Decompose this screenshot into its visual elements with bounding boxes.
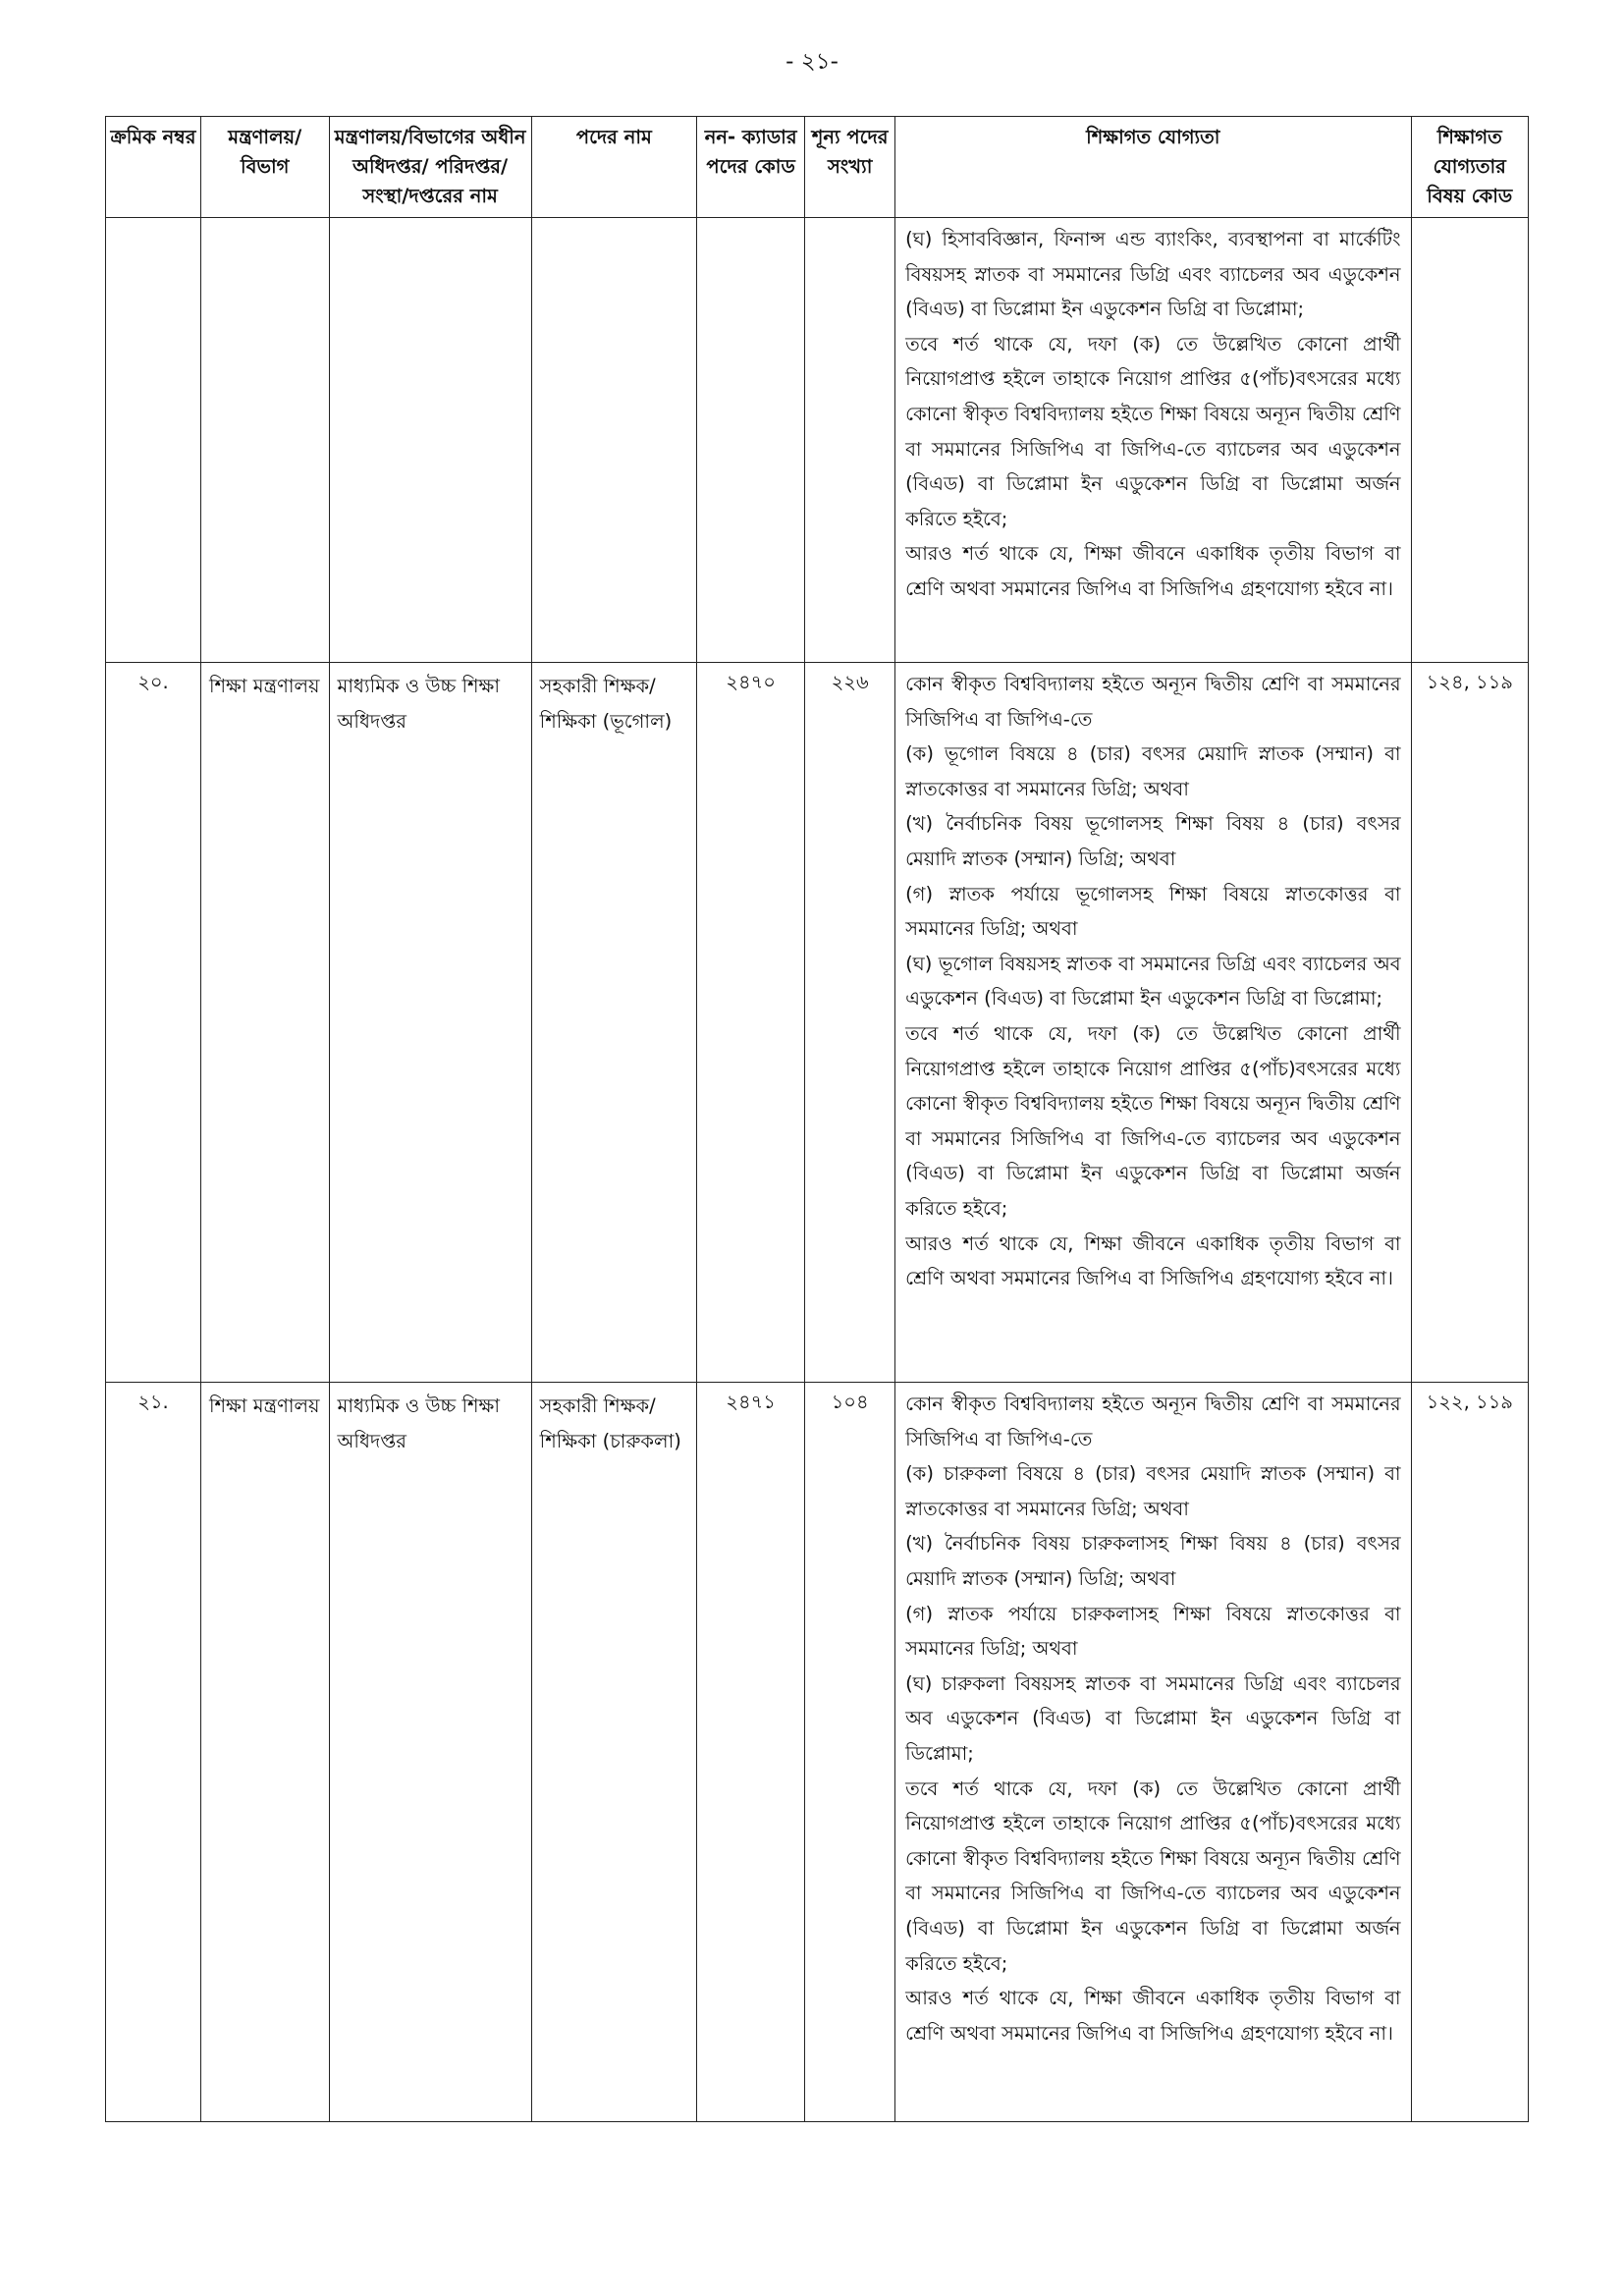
header-subject-code: শিক্ষাগত যোগ্যতার বিষয় কোড bbox=[1411, 117, 1528, 218]
header-row bbox=[106, 117, 1529, 218]
qualification-cell bbox=[895, 1383, 1412, 2122]
department-cell: মাধ্যমিক ও উচ্চ শিক্ষা অধিদপ্তর bbox=[329, 1383, 531, 2122]
header-qualification: শিক্ষাগত যোগ্যতা bbox=[895, 117, 1412, 218]
qualification-line: (ক) চারুকলা বিষয়ে ৪ (চার) বৎসর মেয়াদি স্নাতক (সম্মান) বা স্নাতকোত্তর বা সমমানের ডিগ্রি; অথবা bbox=[905, 1462, 1401, 1520]
post-cell: সহকারী শিক্ষক/ শিক্ষিকা (চারুকলা) bbox=[531, 1383, 696, 2122]
qualification-line: তবে শর্ত থাকে যে, দফা (ক) তে উল্লেখিত কোনো প্রার্থী নিয়োগপ্রাপ্ত হইলে তাহাকে নিয়োগ প্রাপ্তির ৫(পাঁচ)বৎসরের মধ্যে কোনো স্বীকৃত বিশ্ববিদ্যালয় হইতে শিক্ষা বিষয়ে অন্যূন দ্বিতীয় শ্রেণি বা সমমানের সিজিপিএ বা জিপিএ-তে ব্যাচেলর অব এডুকেশন (বিএড) বা ডিপ্লোমা ইন এডুকেশন ডিগ্রি বা ডিপ্লোমা অর্জন করিতে হইবে; bbox=[905, 1777, 1401, 1975]
qualification-line: (খ) নৈর্বাচনিক বিষয় ভূগোলসহ শিক্ষা বিষয় ৪ (চার) বৎসর মেয়াদি স্নাতক (সম্মান) ডিগ্রি; অথবা bbox=[905, 812, 1401, 870]
qualification-line: (ক) ভূগোল বিষয়ে ৪ (চার) বৎসর মেয়াদি স্নাতক (সম্মান) বা স্নাতকোত্তর বা সমমানের ডিগ্রি; অথবা bbox=[905, 742, 1401, 800]
qualification-line: (ঘ) হিসাববিজ্ঞান, ফিনান্স এন্ড ব্যাংকিং, ব্যবস্থাপনা বা মার্কেটিং বিষয়সহ স্নাতক বা সমমানের ডিগ্রি এবং ব্যাচেলর অব এডুকেশন (বিএড) বা ডিপ্লোমা ইন এডুকেশন ডিগ্রি বা ডিপ্লোমা; bbox=[905, 228, 1401, 321]
qualification-line: (গ) স্নাতক পর্যায়ে চারুকলাসহ শিক্ষা বিষয়ে স্নাতকোত্তর বা সমমানের ডিগ্রি; অথবা bbox=[905, 1602, 1401, 1661]
qualification-line: (ঘ) চারুকলা বিষয়সহ স্নাতক বা সমমানের ডিগ্রি এবং ব্যাচেলর অব এডুকেশন (বিএড) বা ডিপ্লোমা ইন এডুকেশন ডিগ্রি বা ডিপ্লোমা; bbox=[905, 1671, 1401, 1765]
qualification-line: আরও শর্ত থাকে যে, শিক্ষা জীবনে একাধিক তৃতীয় বিভাগ বা শ্রেণি অথবা সমমানের জিপিএ বা সিজিপিএ গ্রহণযোগ্য হইবে না। bbox=[905, 1987, 1401, 2045]
header-serial: ক্রমিক নম্বর bbox=[106, 117, 201, 218]
ministry-cell: শিক্ষা মন্ত্রণালয় bbox=[200, 1383, 329, 2122]
qualification-cell bbox=[895, 218, 1412, 663]
qualification-line: কোন স্বীকৃত বিশ্ববিদ্যালয় হইতে অন্যূন দ্বিতীয় শ্রেণি বা সমমানের সিজিপিএ বা জিপিএ-তে bbox=[905, 673, 1401, 731]
qualification-line: (গ) স্নাতক পর্যায়ে ভূগোলসহ শিক্ষা বিষয়ে স্নাতকোত্তর বা সমমানের ডিগ্রি; অথবা bbox=[905, 882, 1401, 941]
subject-code-cell: ১২২, ১১৯ bbox=[1411, 1383, 1528, 2122]
table-row-continuation bbox=[106, 218, 1529, 663]
header-post-name: পদের নাম bbox=[531, 117, 696, 218]
qualification-line: আরও শর্ত থাকে যে, শিক্ষা জীবনে একাধিক তৃতীয় বিভাগ বা শ্রেণি অথবা সমমানের জিপিএ বা সিজিপিএ গ্রহণযোগ্য হইবে না। bbox=[905, 542, 1401, 600]
vacancies-cell: ২২৬ bbox=[805, 663, 895, 1383]
qualification-cell bbox=[895, 663, 1412, 1383]
vacancies-cell: ১০৪ bbox=[805, 1383, 895, 2122]
post-code-cell: ২৪৭১ bbox=[697, 1383, 805, 2122]
header-vacancies: শূন্য পদের সংখ্যা bbox=[805, 117, 895, 218]
serial-cell: ২১. bbox=[106, 1383, 201, 2122]
qualification-line: (ঘ) ভূগোল বিষয়সহ স্নাতক বা সমমানের ডিগ্রি এবং ব্যাচেলর অব এডুকেশন (বিএড) বা ডিপ্লোমা ইন এডুকেশন ডিগ্রি বা ডিপ্লোমা; bbox=[905, 952, 1401, 1011]
vacancy-table bbox=[105, 116, 1529, 2122]
header-department: মন্ত্রণালয়/বিভাগের অধীন অধিদপ্তর/ পরিদপ্তর/ সংস্থা/দপ্তরের নাম bbox=[329, 117, 531, 218]
qualification-line: তবে শর্ত থাকে যে, দফা (ক) তে উল্লেখিত কোনো প্রার্থী নিয়োগপ্রাপ্ত হইলে তাহাকে নিয়োগ প্রাপ্তির ৫(পাঁচ)বৎসরের মধ্যে কোনো স্বীকৃত বিশ্ববিদ্যালয় হইতে শিক্ষা বিষয়ে অন্যূন দ্বিতীয় শ্রেণি বা সমমানের সিজিপিএ বা জিপিএ-তে ব্যাচেলর অব এডুকেশন (বিএড) বা ডিপ্লোমা ইন এডুকেশন ডিগ্রি বা ডিপ্লোমা অর্জন করিতে হইবে; bbox=[905, 332, 1401, 530]
ministry-cell: শিক্ষা মন্ত্রণালয় bbox=[200, 663, 329, 1383]
post-code-cell: ২৪৭০ bbox=[697, 663, 805, 1383]
qualification-line: তবে শর্ত থাকে যে, দফা (ক) তে উল্লেখিত কোনো প্রার্থী নিয়োগপ্রাপ্ত হইলে তাহাকে নিয়োগ প্রাপ্তির ৫(পাঁচ)বৎসরের মধ্যে কোনো স্বীকৃত বিশ্ববিদ্যালয় হইতে শিক্ষা বিষয়ে অন্যূন দ্বিতীয় শ্রেণি বা সমমানের সিজিপিএ বা জিপিএ-তে ব্যাচেলর অব এডুকেশন (বিএড) বা ডিপ্লোমা ইন এডুকেশন ডিগ্রি বা ডিপ্লোমা অর্জন করিতে হইবে; bbox=[905, 1021, 1401, 1220]
header-post-code: নন- ক্যাডার পদের কোড bbox=[697, 117, 805, 218]
qualification-line: কোন স্বীকৃত বিশ্ববিদ্যালয় হইতে অন্যূন দ্বিতীয় শ্রেণি বা সমমানের সিজিপিএ বা জিপিএ-তে bbox=[905, 1393, 1401, 1450]
post-cell: সহকারী শিক্ষক/ শিক্ষিকা (ভূগোল) bbox=[531, 663, 696, 1383]
table-row bbox=[106, 1383, 1529, 2122]
page-number: - ২১- bbox=[785, 49, 839, 75]
department-cell: মাধ্যমিক ও উচ্চ শিক্ষা অধিদপ্তর bbox=[329, 663, 531, 1383]
header-ministry: মন্ত্রণালয়/ বিভাগ bbox=[200, 117, 329, 218]
serial-cell: ২০. bbox=[106, 663, 201, 1383]
table-row bbox=[106, 663, 1529, 1383]
subject-code-cell: ১২৪, ১১৯ bbox=[1411, 663, 1528, 1383]
qualification-line: (খ) নৈর্বাচনিক বিষয় চারুকলাসহ শিক্ষা বিষয় ৪ (চার) বৎসর মেয়াদি স্নাতক (সম্মান) ডিগ্রি; অথবা bbox=[905, 1532, 1401, 1590]
qualification-line: আরও শর্ত থাকে যে, শিক্ষা জীবনে একাধিক তৃতীয় বিভাগ বা শ্রেণি অথবা সমমানের জিপিএ বা সিজিপিএ গ্রহণযোগ্য হইবে না। bbox=[905, 1231, 1401, 1290]
